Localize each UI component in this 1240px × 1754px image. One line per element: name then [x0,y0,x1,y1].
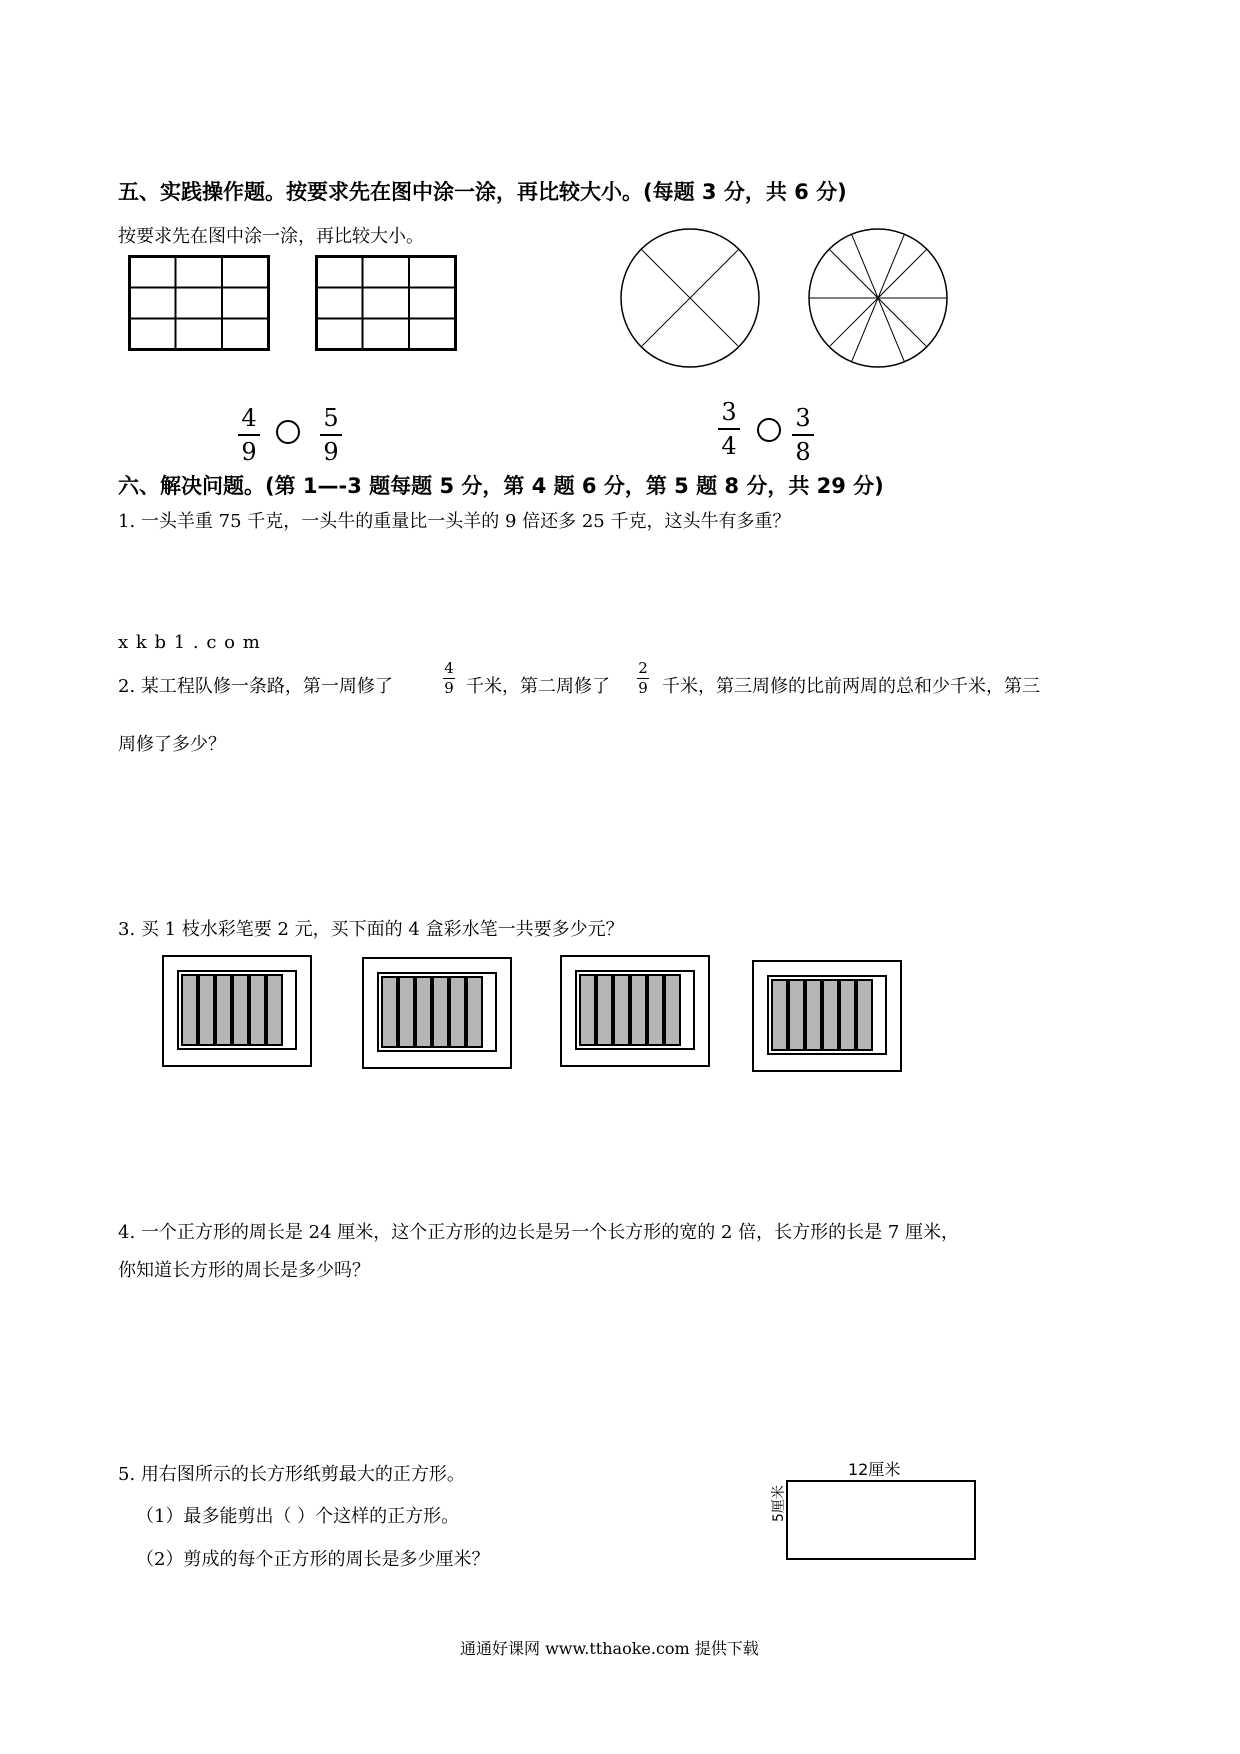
pen-box-1 [162,955,312,1067]
q2-fraction-4-9: 4 9 [444,659,454,697]
fraction-4-9: 4 9 [238,404,260,466]
section5-heading: 五、实践操作题。按要求先在图中涂一涂，再比较大小。(每题 3 分，共 6 分) [118,180,847,204]
pen-box-4 [752,960,902,1072]
footer-text: 通通好课网 www.tthaoke.com 提供下载 [460,1639,759,1658]
paper-rectangle [786,1480,976,1560]
rect-height-label: 5厘米 [771,1485,787,1522]
pen-box-3 [560,955,710,1067]
q2-fraction-2-9: 2 9 [638,659,648,697]
rect-width-label: 12厘米 [848,1460,901,1479]
circle-eighths[interactable] [808,228,948,368]
question-2-line2: 周修了多少？ [118,734,226,755]
grid-3x3-right[interactable] [315,255,457,351]
question-5: 5. 用右图所示的长方形纸剪最大的正方形。 [118,1464,465,1485]
question-3: 3. 买 1 枝水彩笔要 2 元，买下面的 4 盒彩水笔一共要多少元？ [118,919,624,940]
compare-circle-2[interactable] [757,418,781,442]
watermark-text: x k b 1 . c o m [118,632,261,653]
question-5-sub1: （1）最多能剪出（ ）个这样的正方形。 [136,1506,460,1527]
question-4-line1: 4. 一个正方形的周长是 24 厘米，这个正方形的边长是另一个长方形的宽的 2 倍，长方形的长是 7 厘米， [118,1222,960,1243]
circle-quarters[interactable] [620,228,760,368]
pen-box-2 [362,957,512,1069]
grid-3x3-left[interactable] [128,255,270,351]
question-1: 1. 一头羊重 75 千克，一头牛的重量比一头羊的 9 倍还多 25 千克，这头牛有多重？ [118,511,791,532]
fraction-5-9: 5 9 [320,404,342,466]
compare-circle-1[interactable] [276,420,300,444]
fraction-3-8: 3 8 [792,404,814,466]
question-2-part1: 2. 某工程队修一条路，第一周修了 [118,676,393,697]
question-4-line2: 你知道长方形的周长是多少吗？ [118,1260,370,1281]
question-2-part2: 千米，第二周修了 [466,676,610,697]
fraction-3-4: 3 4 [718,398,740,460]
question-5-sub2: （2）剪成的每个正方形的周长是多少厘米？ [136,1549,490,1570]
question-2-part3: 千米，第三周修的比前两周的总和少千米，第三 [662,676,1040,697]
section6-heading: 六、解决问题。(第 1—-3 题每题 5 分，第 4 题 6 分，第 5 题 8 分，共 29 分) [118,474,884,498]
section5-instruction: 按要求先在图中涂一涂，再比较大小。 [118,226,424,247]
